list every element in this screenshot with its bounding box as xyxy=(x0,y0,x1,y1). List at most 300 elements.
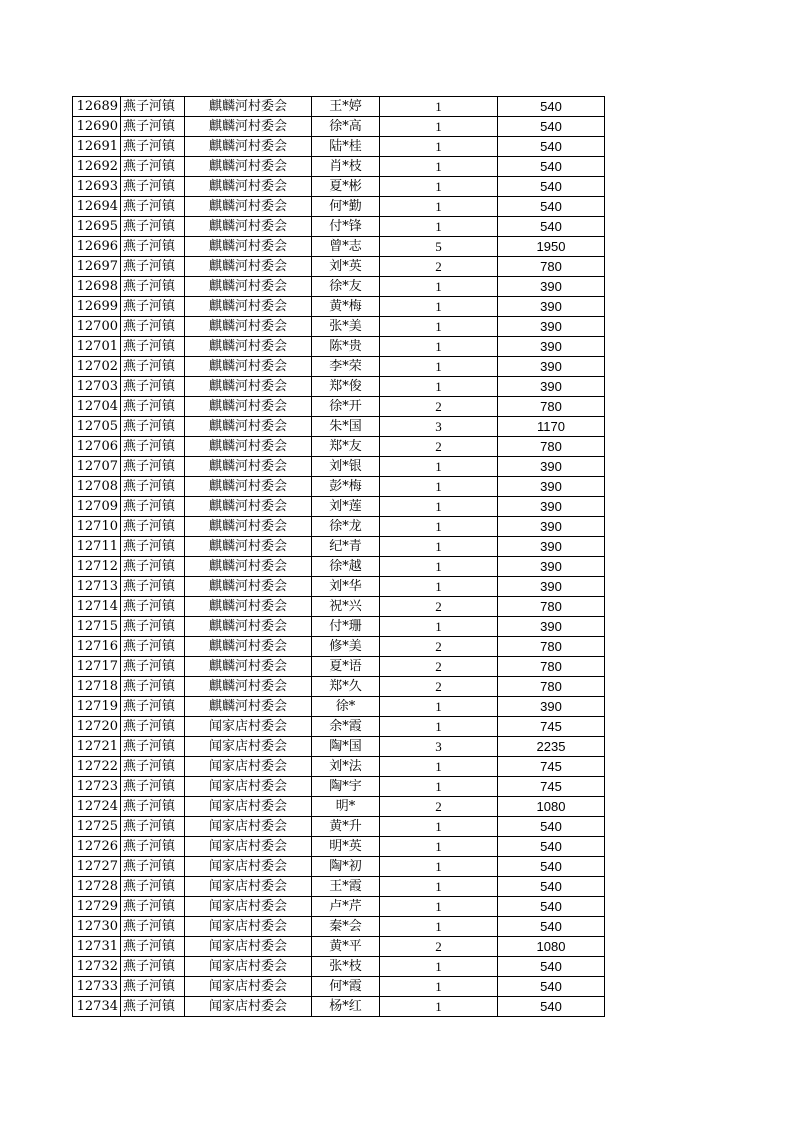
amount-cell: 390 xyxy=(498,277,605,297)
table-row xyxy=(73,397,605,417)
town-cell: 燕子河镇 xyxy=(121,557,185,577)
row-id: 12725 xyxy=(73,817,121,837)
amount-cell: 390 xyxy=(498,317,605,337)
village-cell: 麒麟河村委会 xyxy=(185,377,312,397)
name-cell: 陈*贵 xyxy=(312,337,380,357)
amount-cell: 390 xyxy=(498,497,605,517)
row-id: 12721 xyxy=(73,737,121,757)
count-cell: 1 xyxy=(380,977,498,997)
town-cell: 燕子河镇 xyxy=(121,917,185,937)
amount-cell: 540 xyxy=(498,877,605,897)
row-id: 12707 xyxy=(73,457,121,477)
village-cell: 麒麟河村委会 xyxy=(185,297,312,317)
village-cell: 麒麟河村委会 xyxy=(185,157,312,177)
town-cell: 燕子河镇 xyxy=(121,317,185,337)
amount-cell: 540 xyxy=(498,157,605,177)
town-cell: 燕子河镇 xyxy=(121,477,185,497)
row-id: 12689 xyxy=(73,97,121,117)
row-id: 12704 xyxy=(73,397,121,417)
count-cell: 1 xyxy=(380,497,498,517)
row-id: 12729 xyxy=(73,897,121,917)
row-id: 12693 xyxy=(73,177,121,197)
town-cell: 燕子河镇 xyxy=(121,957,185,977)
table-row xyxy=(73,597,605,617)
name-cell: 徐*高 xyxy=(312,117,380,137)
name-cell: 曾*志 xyxy=(312,237,380,257)
name-cell: 卢*芹 xyxy=(312,897,380,917)
table-row xyxy=(73,417,605,437)
count-cell: 2 xyxy=(380,437,498,457)
name-cell: 刘*莲 xyxy=(312,497,380,517)
row-id: 12701 xyxy=(73,337,121,357)
table-row xyxy=(73,557,605,577)
village-cell: 闻家店村委会 xyxy=(185,837,312,857)
count-cell: 1 xyxy=(380,877,498,897)
amount-cell: 390 xyxy=(498,537,605,557)
table-row xyxy=(73,177,605,197)
name-cell: 明*英 xyxy=(312,837,380,857)
amount-cell: 540 xyxy=(498,197,605,217)
table-row xyxy=(73,697,605,717)
count-cell: 1 xyxy=(380,337,498,357)
count-cell: 1 xyxy=(380,717,498,737)
village-cell: 麒麟河村委会 xyxy=(185,357,312,377)
table-row xyxy=(73,917,605,937)
village-cell: 麒麟河村委会 xyxy=(185,317,312,337)
table-row xyxy=(73,957,605,977)
amount-cell: 780 xyxy=(498,637,605,657)
count-cell: 2 xyxy=(380,657,498,677)
amount-cell: 2235 xyxy=(498,737,605,757)
town-cell: 燕子河镇 xyxy=(121,737,185,757)
village-cell: 麒麟河村委会 xyxy=(185,257,312,277)
amount-cell: 540 xyxy=(498,997,605,1017)
row-id: 12716 xyxy=(73,637,121,657)
town-cell: 燕子河镇 xyxy=(121,197,185,217)
count-cell: 1 xyxy=(380,177,498,197)
town-cell: 燕子河镇 xyxy=(121,217,185,237)
count-cell: 1 xyxy=(380,697,498,717)
table-row xyxy=(73,217,605,237)
amount-cell: 390 xyxy=(498,697,605,717)
amount-cell: 1950 xyxy=(498,237,605,257)
table-row xyxy=(73,137,605,157)
village-cell: 麒麟河村委会 xyxy=(185,497,312,517)
town-cell: 燕子河镇 xyxy=(121,297,185,317)
town-cell: 燕子河镇 xyxy=(121,277,185,297)
table-row xyxy=(73,257,605,277)
count-cell: 3 xyxy=(380,417,498,437)
village-cell: 麒麟河村委会 xyxy=(185,217,312,237)
table-row xyxy=(73,937,605,957)
village-cell: 闻家店村委会 xyxy=(185,977,312,997)
row-id: 12715 xyxy=(73,617,121,637)
row-id: 12712 xyxy=(73,557,121,577)
amount-cell: 540 xyxy=(498,857,605,877)
amount-cell: 540 xyxy=(498,117,605,137)
amount-cell: 1080 xyxy=(498,937,605,957)
town-cell: 燕子河镇 xyxy=(121,857,185,877)
count-cell: 1 xyxy=(380,957,498,977)
name-cell: 修*美 xyxy=(312,637,380,657)
amount-cell: 780 xyxy=(498,597,605,617)
row-id: 12711 xyxy=(73,537,121,557)
table-row xyxy=(73,197,605,217)
table-row xyxy=(73,797,605,817)
count-cell: 1 xyxy=(380,837,498,857)
village-cell: 麒麟河村委会 xyxy=(185,137,312,157)
name-cell: 郑*俊 xyxy=(312,377,380,397)
town-cell: 燕子河镇 xyxy=(121,577,185,597)
count-cell: 1 xyxy=(380,777,498,797)
amount-cell: 1170 xyxy=(498,417,605,437)
count-cell: 1 xyxy=(380,217,498,237)
table-row xyxy=(73,877,605,897)
amount-cell: 390 xyxy=(498,557,605,577)
village-cell: 闻家店村委会 xyxy=(185,937,312,957)
table-row xyxy=(73,717,605,737)
town-cell: 燕子河镇 xyxy=(121,597,185,617)
row-id: 12734 xyxy=(73,997,121,1017)
row-id: 12720 xyxy=(73,717,121,737)
amount-cell: 780 xyxy=(498,397,605,417)
amount-cell: 390 xyxy=(498,577,605,597)
row-id: 12724 xyxy=(73,797,121,817)
count-cell: 2 xyxy=(380,937,498,957)
row-id: 12697 xyxy=(73,257,121,277)
name-cell: 夏*语 xyxy=(312,657,380,677)
name-cell: 王*霞 xyxy=(312,877,380,897)
name-cell: 黄*升 xyxy=(312,817,380,837)
row-id: 12698 xyxy=(73,277,121,297)
row-id: 12694 xyxy=(73,197,121,217)
village-cell: 闻家店村委会 xyxy=(185,797,312,817)
town-cell: 燕子河镇 xyxy=(121,497,185,517)
name-cell: 徐* xyxy=(312,697,380,717)
table-row xyxy=(73,737,605,757)
village-cell: 麒麟河村委会 xyxy=(185,517,312,537)
village-cell: 闻家店村委会 xyxy=(185,817,312,837)
name-cell: 纪*青 xyxy=(312,537,380,557)
town-cell: 燕子河镇 xyxy=(121,177,185,197)
town-cell: 燕子河镇 xyxy=(121,417,185,437)
row-id: 12718 xyxy=(73,677,121,697)
amount-cell: 780 xyxy=(498,437,605,457)
town-cell: 燕子河镇 xyxy=(121,117,185,137)
table-row xyxy=(73,477,605,497)
village-cell: 麒麟河村委会 xyxy=(185,197,312,217)
table-row xyxy=(73,617,605,637)
village-cell: 麒麟河村委会 xyxy=(185,477,312,497)
name-cell: 徐*越 xyxy=(312,557,380,577)
table-row xyxy=(73,157,605,177)
town-cell: 燕子河镇 xyxy=(121,257,185,277)
count-cell: 1 xyxy=(380,617,498,637)
row-id: 12696 xyxy=(73,237,121,257)
name-cell: 张*美 xyxy=(312,317,380,337)
amount-cell: 540 xyxy=(498,137,605,157)
amount-cell: 780 xyxy=(498,677,605,697)
name-cell: 陆*桂 xyxy=(312,137,380,157)
town-cell: 燕子河镇 xyxy=(121,717,185,737)
village-cell: 麒麟河村委会 xyxy=(185,97,312,117)
town-cell: 燕子河镇 xyxy=(121,657,185,677)
amount-cell: 540 xyxy=(498,217,605,237)
town-cell: 燕子河镇 xyxy=(121,137,185,157)
amount-cell: 540 xyxy=(498,837,605,857)
town-cell: 燕子河镇 xyxy=(121,637,185,657)
row-id: 12731 xyxy=(73,937,121,957)
count-cell: 1 xyxy=(380,297,498,317)
count-cell: 1 xyxy=(380,757,498,777)
name-cell: 秦*会 xyxy=(312,917,380,937)
town-cell: 燕子河镇 xyxy=(121,757,185,777)
row-id: 12717 xyxy=(73,657,121,677)
amount-cell: 390 xyxy=(498,517,605,537)
town-cell: 燕子河镇 xyxy=(121,837,185,857)
village-cell: 麒麟河村委会 xyxy=(185,337,312,357)
name-cell: 陶*国 xyxy=(312,737,380,757)
village-cell: 麒麟河村委会 xyxy=(185,277,312,297)
town-cell: 燕子河镇 xyxy=(121,777,185,797)
town-cell: 燕子河镇 xyxy=(121,997,185,1017)
village-cell: 麒麟河村委会 xyxy=(185,537,312,557)
town-cell: 燕子河镇 xyxy=(121,97,185,117)
row-id: 12690 xyxy=(73,117,121,137)
amount-cell: 745 xyxy=(498,717,605,737)
village-cell: 麒麟河村委会 xyxy=(185,577,312,597)
town-cell: 燕子河镇 xyxy=(121,797,185,817)
name-cell: 郑*友 xyxy=(312,437,380,457)
town-cell: 燕子河镇 xyxy=(121,397,185,417)
amount-cell: 390 xyxy=(498,477,605,497)
village-cell: 麒麟河村委会 xyxy=(185,697,312,717)
name-cell: 朱*国 xyxy=(312,417,380,437)
row-id: 12726 xyxy=(73,837,121,857)
name-cell: 刘*银 xyxy=(312,457,380,477)
town-cell: 燕子河镇 xyxy=(121,977,185,997)
count-cell: 1 xyxy=(380,357,498,377)
amount-cell: 1080 xyxy=(498,797,605,817)
table-row xyxy=(73,837,605,857)
table-row xyxy=(73,777,605,797)
name-cell: 彭*梅 xyxy=(312,477,380,497)
count-cell: 2 xyxy=(380,597,498,617)
row-id: 12723 xyxy=(73,777,121,797)
name-cell: 陶*初 xyxy=(312,857,380,877)
row-id: 12705 xyxy=(73,417,121,437)
count-cell: 2 xyxy=(380,797,498,817)
town-cell: 燕子河镇 xyxy=(121,877,185,897)
town-cell: 燕子河镇 xyxy=(121,697,185,717)
village-cell: 麒麟河村委会 xyxy=(185,557,312,577)
table-row xyxy=(73,297,605,317)
row-id: 12719 xyxy=(73,697,121,717)
amount-cell: 390 xyxy=(498,377,605,397)
table-row xyxy=(73,677,605,697)
village-cell: 麒麟河村委会 xyxy=(185,237,312,257)
table-row xyxy=(73,377,605,397)
count-cell: 1 xyxy=(380,277,498,297)
town-cell: 燕子河镇 xyxy=(121,817,185,837)
table-row xyxy=(73,237,605,257)
table-row xyxy=(73,757,605,777)
village-cell: 麒麟河村委会 xyxy=(185,397,312,417)
table-row xyxy=(73,517,605,537)
town-cell: 燕子河镇 xyxy=(121,897,185,917)
amount-cell: 540 xyxy=(498,957,605,977)
count-cell: 1 xyxy=(380,537,498,557)
name-cell: 何*霞 xyxy=(312,977,380,997)
town-cell: 燕子河镇 xyxy=(121,617,185,637)
count-cell: 2 xyxy=(380,257,498,277)
row-id: 12691 xyxy=(73,137,121,157)
count-cell: 1 xyxy=(380,917,498,937)
table-row xyxy=(73,277,605,297)
count-cell: 1 xyxy=(380,197,498,217)
village-cell: 闻家店村委会 xyxy=(185,717,312,737)
row-id: 12709 xyxy=(73,497,121,517)
data-table xyxy=(72,96,605,1017)
row-id: 12695 xyxy=(73,217,121,237)
name-cell: 夏*彬 xyxy=(312,177,380,197)
table-row xyxy=(73,997,605,1017)
count-cell: 1 xyxy=(380,157,498,177)
amount-cell: 745 xyxy=(498,777,605,797)
town-cell: 燕子河镇 xyxy=(121,157,185,177)
amount-cell: 390 xyxy=(498,337,605,357)
village-cell: 闻家店村委会 xyxy=(185,777,312,797)
amount-cell: 780 xyxy=(498,657,605,677)
name-cell: 黄*平 xyxy=(312,937,380,957)
count-cell: 1 xyxy=(380,517,498,537)
town-cell: 燕子河镇 xyxy=(121,677,185,697)
table-row xyxy=(73,577,605,597)
name-cell: 明* xyxy=(312,797,380,817)
table-row xyxy=(73,457,605,477)
count-cell: 2 xyxy=(380,397,498,417)
village-cell: 闻家店村委会 xyxy=(185,857,312,877)
town-cell: 燕子河镇 xyxy=(121,337,185,357)
name-cell: 张*枝 xyxy=(312,957,380,977)
town-cell: 燕子河镇 xyxy=(121,357,185,377)
name-cell: 徐*友 xyxy=(312,277,380,297)
village-cell: 闻家店村委会 xyxy=(185,997,312,1017)
row-id: 12732 xyxy=(73,957,121,977)
town-cell: 燕子河镇 xyxy=(121,937,185,957)
village-cell: 麒麟河村委会 xyxy=(185,657,312,677)
row-id: 12714 xyxy=(73,597,121,617)
name-cell: 徐*开 xyxy=(312,397,380,417)
table-row xyxy=(73,537,605,557)
town-cell: 燕子河镇 xyxy=(121,537,185,557)
village-cell: 麒麟河村委会 xyxy=(185,177,312,197)
name-cell: 祝*兴 xyxy=(312,597,380,617)
row-id: 12708 xyxy=(73,477,121,497)
village-cell: 麒麟河村委会 xyxy=(185,597,312,617)
count-cell: 1 xyxy=(380,577,498,597)
village-cell: 闻家店村委会 xyxy=(185,757,312,777)
name-cell: 王*婷 xyxy=(312,97,380,117)
amount-cell: 745 xyxy=(498,757,605,777)
table-row xyxy=(73,857,605,877)
amount-cell: 540 xyxy=(498,97,605,117)
amount-cell: 390 xyxy=(498,297,605,317)
name-cell: 刘*华 xyxy=(312,577,380,597)
name-cell: 李*荣 xyxy=(312,357,380,377)
village-cell: 闻家店村委会 xyxy=(185,957,312,977)
name-cell: 陶*宇 xyxy=(312,777,380,797)
name-cell: 郑*久 xyxy=(312,677,380,697)
village-cell: 麒麟河村委会 xyxy=(185,437,312,457)
amount-cell: 540 xyxy=(498,897,605,917)
row-id: 12700 xyxy=(73,317,121,337)
row-id: 12733 xyxy=(73,977,121,997)
count-cell: 1 xyxy=(380,817,498,837)
count-cell: 2 xyxy=(380,677,498,697)
table-row xyxy=(73,117,605,137)
count-cell: 1 xyxy=(380,97,498,117)
count-cell: 3 xyxy=(380,737,498,757)
table-row xyxy=(73,637,605,657)
amount-cell: 390 xyxy=(498,617,605,637)
name-cell: 刘*英 xyxy=(312,257,380,277)
town-cell: 燕子河镇 xyxy=(121,437,185,457)
count-cell: 2 xyxy=(380,637,498,657)
count-cell: 1 xyxy=(380,857,498,877)
amount-cell: 540 xyxy=(498,977,605,997)
count-cell: 1 xyxy=(380,457,498,477)
row-id: 12710 xyxy=(73,517,121,537)
row-id: 12728 xyxy=(73,877,121,897)
table-row xyxy=(73,817,605,837)
row-id: 12692 xyxy=(73,157,121,177)
town-cell: 燕子河镇 xyxy=(121,237,185,257)
name-cell: 余*霞 xyxy=(312,717,380,737)
row-id: 12702 xyxy=(73,357,121,377)
row-id: 12713 xyxy=(73,577,121,597)
row-id: 12727 xyxy=(73,857,121,877)
village-cell: 闻家店村委会 xyxy=(185,897,312,917)
name-cell: 何*勤 xyxy=(312,197,380,217)
table-row xyxy=(73,97,605,117)
name-cell: 付*锋 xyxy=(312,217,380,237)
count-cell: 1 xyxy=(380,137,498,157)
amount-cell: 540 xyxy=(498,177,605,197)
village-cell: 麒麟河村委会 xyxy=(185,637,312,657)
amount-cell: 390 xyxy=(498,457,605,477)
table-row xyxy=(73,337,605,357)
name-cell: 杨*红 xyxy=(312,997,380,1017)
village-cell: 麒麟河村委会 xyxy=(185,617,312,637)
table-row xyxy=(73,317,605,337)
table-row xyxy=(73,437,605,457)
village-cell: 麒麟河村委会 xyxy=(185,457,312,477)
table-row xyxy=(73,357,605,377)
town-cell: 燕子河镇 xyxy=(121,457,185,477)
amount-cell: 540 xyxy=(498,817,605,837)
count-cell: 1 xyxy=(380,317,498,337)
village-cell: 麒麟河村委会 xyxy=(185,417,312,437)
row-id: 12730 xyxy=(73,917,121,937)
name-cell: 刘*法 xyxy=(312,757,380,777)
row-id: 12699 xyxy=(73,297,121,317)
amount-cell: 540 xyxy=(498,917,605,937)
name-cell: 付*珊 xyxy=(312,617,380,637)
count-cell: 1 xyxy=(380,897,498,917)
name-cell: 徐*龙 xyxy=(312,517,380,537)
table-row xyxy=(73,657,605,677)
